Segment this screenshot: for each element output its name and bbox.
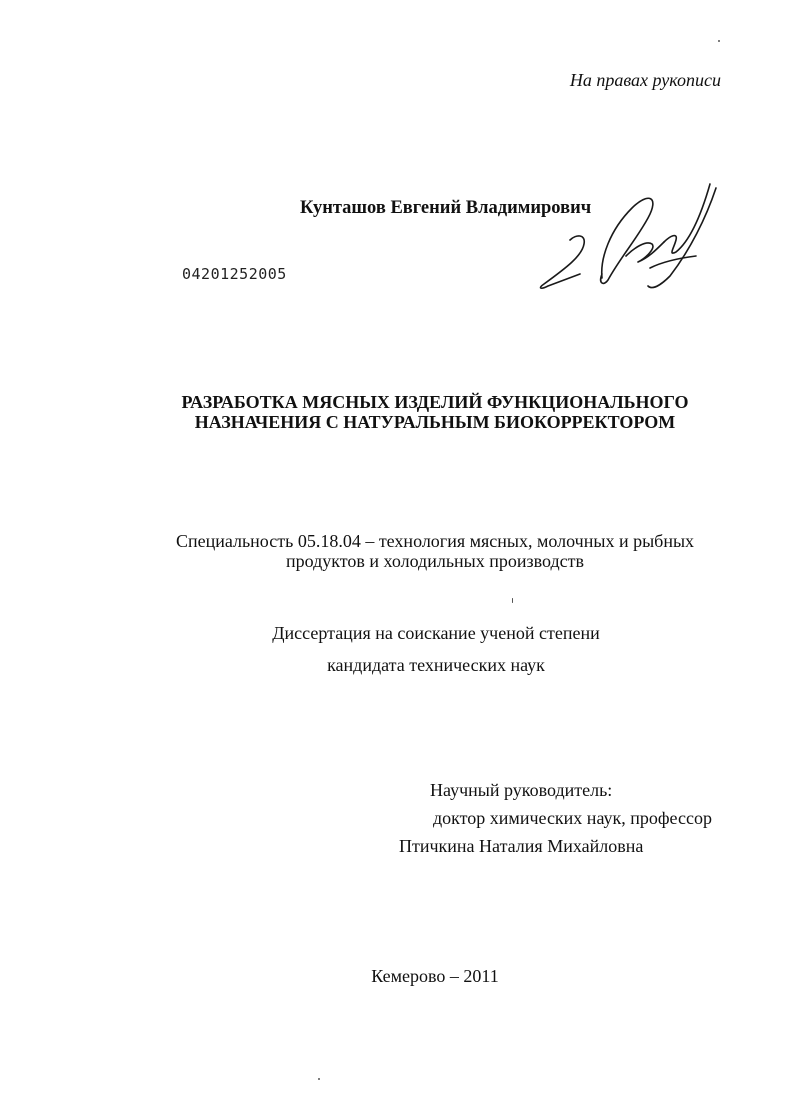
- scan-speck: [512, 598, 513, 603]
- supervisor-label: Научный руководитель:: [430, 780, 613, 800]
- dissertation-type: [0, 617, 793, 681]
- supervisor-degree: доктор химических наук, профессор: [433, 808, 712, 828]
- title-line-1: РАЗРАБОТКА МЯСНЫХ ИЗДЕЛИЙ ФУНКЦИОНАЛЬНОГО: [181, 392, 689, 412]
- dissertation-title: [0, 392, 793, 432]
- supervisor-name: Птичкина Наталия Михайловна: [399, 836, 644, 856]
- supervisor-block: [399, 776, 712, 860]
- specialty-line-2: продуктов и холодильных производств: [285, 551, 585, 571]
- specialty-block: [0, 531, 793, 571]
- rights-note: На правах рукописи: [569, 70, 721, 90]
- author-name: Кунташов Евгений Владимирович: [300, 198, 592, 218]
- specialty-line-1: Специальность 05.18.04 – технология мясных, молочных и рыбных: [175, 531, 695, 551]
- document-number: 04201252005: [182, 265, 287, 283]
- dissertation-line-2: кандидата технических наук: [327, 655, 545, 675]
- city-year: Кемерово – 2011: [371, 966, 499, 986]
- signature-icon: [530, 178, 720, 298]
- scan-speck: [718, 40, 720, 42]
- title-line-2: НАЗНАЧЕНИЯ С НАТУРАЛЬНЫМ БИОКОРРЕКТОРОМ: [194, 412, 676, 432]
- dissertation-line-1: Диссертация на соискание ученой степени: [272, 623, 600, 643]
- scan-speck: [318, 1078, 320, 1080]
